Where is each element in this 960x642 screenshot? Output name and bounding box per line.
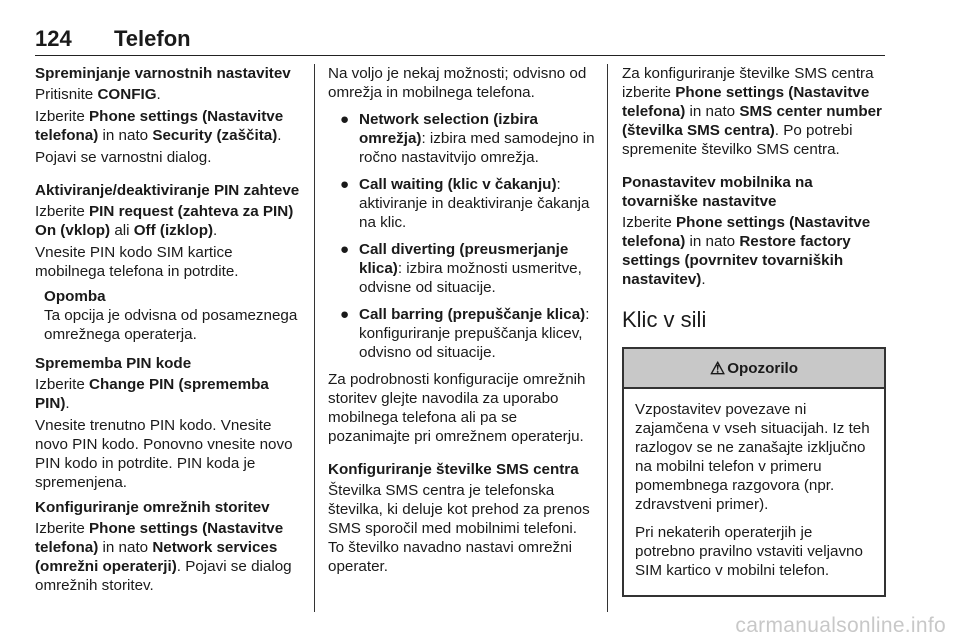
warning-title: Opozorilo bbox=[727, 359, 799, 377]
bullet-icon: ● bbox=[340, 111, 350, 128]
note-block bbox=[35, 287, 305, 344]
page-section-title: Telefon bbox=[114, 26, 191, 51]
warning-text: Pri nekaterih operaterjih je potrebno pravilno vstaviti veljavno SIM kartico v mobilni telefon. bbox=[635, 524, 863, 579]
note-title: Opomba bbox=[44, 288, 106, 305]
paragraph: Izberite Change PIN (sprememba PIN). bbox=[35, 376, 269, 412]
bullet-icon: ● bbox=[340, 176, 350, 193]
heading-network: Konfiguriranje omrežnih storitev bbox=[35, 499, 270, 516]
bullet-icon: ● bbox=[340, 241, 350, 258]
paragraph: Številka SMS centra je telefonska številka, ki deluje kot prehod za prenos SMS sporočil med mobilnimi telefoni. To številko navadno nastavi omrežni operater. bbox=[328, 482, 590, 575]
paragraph: Pritisnite CONFIG. bbox=[35, 86, 161, 103]
column-1 bbox=[35, 64, 305, 605]
paragraph: Pojavi se varnostni dialog. bbox=[35, 149, 212, 166]
column-divider-2 bbox=[607, 64, 608, 612]
column-divider-1 bbox=[314, 64, 315, 612]
heading-sms-center: Konfiguriranje številke SMS centra bbox=[328, 461, 579, 478]
heading-factory-reset: Ponastavitev mobilnika na tovarniške nastavitve bbox=[622, 174, 813, 210]
warning-triangle-icon: ⚠ bbox=[709, 358, 726, 378]
column-2 bbox=[328, 64, 596, 586]
paragraph: Izberite Phone settings (Nastavitve telefona) in nato Network services (omrežni operaterji). Pojavi se dialog omrežnih storitev. bbox=[35, 520, 292, 594]
paragraph: Za podrobnosti konfiguracije omrežnih storitev glejte navodila za uporabo mobilnega telefona ali pa se pozanimajte pri omrežnem operaterju. bbox=[328, 371, 586, 445]
bullet-icon: ● bbox=[340, 306, 350, 323]
heading-change-pin: Sprememba PIN kode bbox=[35, 355, 192, 372]
heading-pin: Aktiviranje/deaktiviranje PIN zahteve bbox=[35, 182, 300, 199]
warning-header bbox=[624, 349, 884, 389]
list-item: ● Call barring (prepuščanje klica): konfiguriranje prepuščanja klicev, odvisno od situacije. bbox=[340, 306, 590, 361]
page-header bbox=[35, 26, 885, 56]
bullet-list bbox=[328, 110, 596, 362]
list-item: ● Call diverting (preusmerjanje klica): izbira možnosti usmeritve, odvisne od situacije. bbox=[340, 241, 582, 296]
paragraph: Vnesite trenutno PIN kodo. Vnesite novo PIN kodo. Ponovno vnesite novo PIN kodo in potrdite. PIN koda je spremenjena. bbox=[35, 417, 293, 491]
paragraph: Izberite Phone settings (Nastavitve telefona) in nato Security (zaščita). bbox=[35, 108, 284, 144]
page-number: 124 bbox=[35, 26, 72, 51]
paragraph: Za konfiguriranje številke SMS centra izberite Phone settings (Nastavitve telefona) in nato SMS center number (številka SMS centra). Po potrebi spremenite številko SMS centra. bbox=[622, 65, 882, 158]
paragraph: Na voljo je nekaj možnosti; odvisno od omrežja in mobilnega telefona. bbox=[328, 65, 587, 101]
column-3 bbox=[622, 64, 886, 597]
paragraph: Izberite Phone settings (Nastavitve telefona) in nato Restore factory settings (povrnitev tovarniških nastavitev). bbox=[622, 214, 871, 288]
list-item: ● Call waiting (klic v čakanju): aktiviranje in deaktiviranje čakanja na klic. bbox=[340, 176, 590, 231]
paragraph: Vnesite PIN kodo SIM kartice mobilnega telefona in potrdite. bbox=[35, 244, 239, 280]
paragraph: Izberite PIN request (zahteva za PIN) On (vklop) ali Off (izklop). bbox=[35, 203, 294, 239]
list-item: ● Network selection (izbira omrežja): izbira med samodejno in ročno nastavitvijo omrežja. bbox=[340, 111, 595, 166]
heading-security: Spreminjanje varnostnih nastavitev bbox=[35, 65, 291, 82]
heading-emergency-call: Klic v sili bbox=[622, 307, 707, 332]
warning-text: Vzpostavitev povezave ni zajamčena v vseh situacijah. Iz teh razlogov se ne zanašajte izključno na mobilni telefon v primeru pomembnega razgovora (npr. zdravstveni primer). bbox=[635, 401, 870, 513]
note-text: Ta opcija je odvisna od posameznega omrežnega operaterja. bbox=[44, 307, 298, 343]
warning-box bbox=[622, 347, 886, 597]
warning-body bbox=[624, 389, 884, 595]
watermark-text: carmanualsonline.info bbox=[735, 614, 946, 637]
